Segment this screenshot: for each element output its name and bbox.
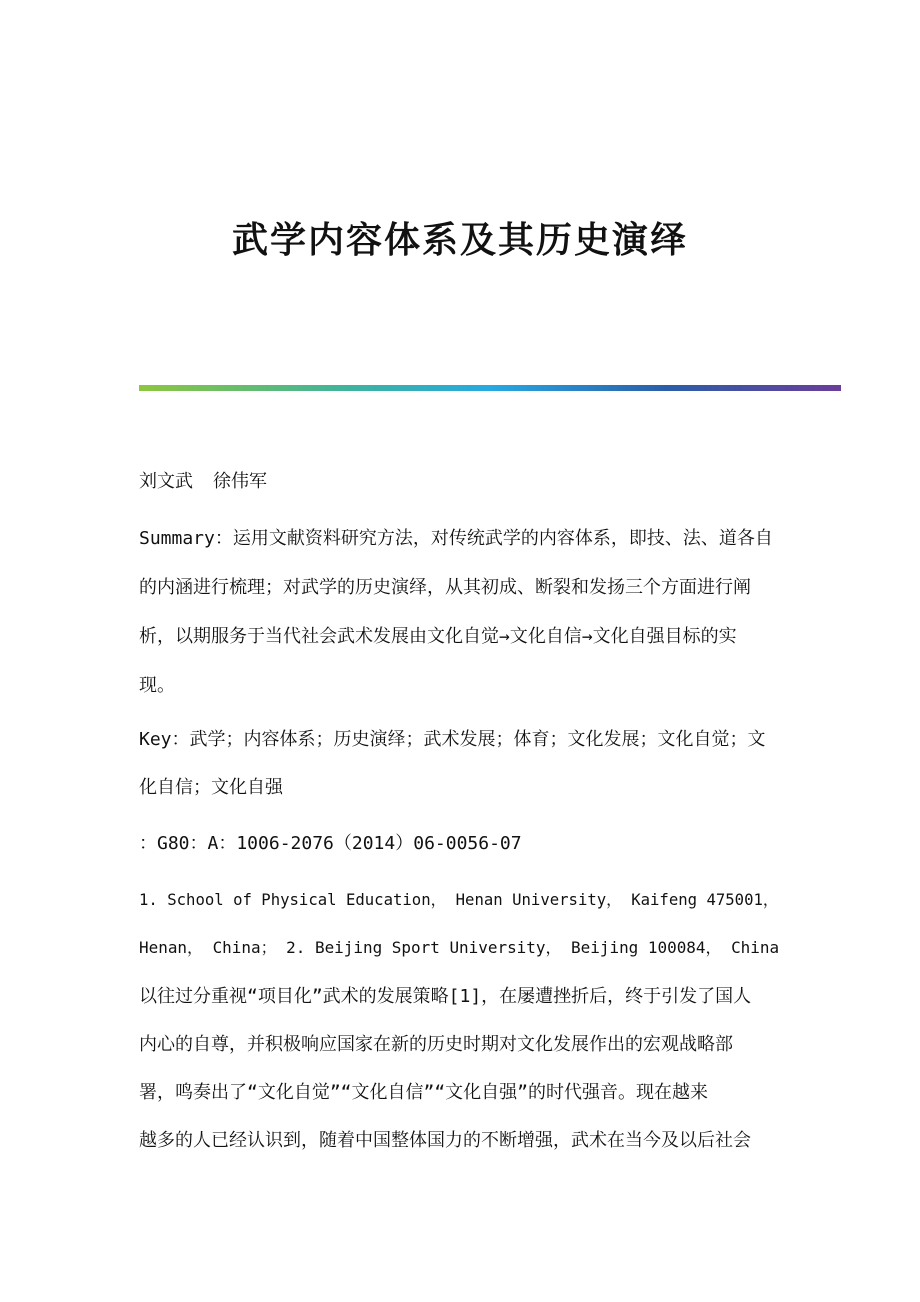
keywords-line: Key：武学；内容体系；历史演绎；武术发展；体育；文化发展；文化自觉；文: [139, 729, 766, 750]
body-line: 越多的人已经认识到，随着中国整体国力的不断增强，武术在当今及以后社会: [139, 1130, 751, 1151]
body-line: 署，鸣奏出了“文化自觉”“文化自信”“文化自强”的时代强音。现在越来: [139, 1082, 709, 1103]
author-name: 刘文武: [139, 471, 193, 492]
summary-line: 现。: [139, 675, 175, 696]
affiliation-line: 1. School of Physical Education， Henan University， Kaifeng 475001，: [139, 890, 779, 909]
classification-line: ：G80：A：1006-2076（2014）06-0056-07: [139, 833, 522, 854]
summary-line: 的内涵进行梳理；对武学的历史演绎，从其初成、断裂和发扬三个方面进行阐: [139, 577, 751, 598]
gradient-divider: [139, 385, 841, 391]
keywords-line: 化自信；文化自强: [139, 777, 283, 798]
summary-line: 析，以期服务于当代社会武术发展由文化自觉→文化自信→文化自强目标的实: [139, 626, 737, 647]
summary-line: Summary：运用文献资料研究方法，对传统武学的内容体系，即技、法、道各自: [139, 528, 773, 549]
affiliation-line: Henan， China； 2. Beijing Sport University， Beijing 100084， China: [139, 938, 780, 957]
document-title: 武学内容体系及其历史演绎: [231, 219, 688, 261]
author-name: 徐伟军: [213, 471, 267, 492]
body-line: 以往过分重视“项目化”武术的发展策略[1]，在屡遭挫折后，终于引发了国人: [139, 986, 752, 1007]
authors: [139, 470, 267, 494]
body-line: 内心的自尊，并积极响应国家在新的历史时期对文化发展作出的宏观战略部: [139, 1034, 733, 1055]
